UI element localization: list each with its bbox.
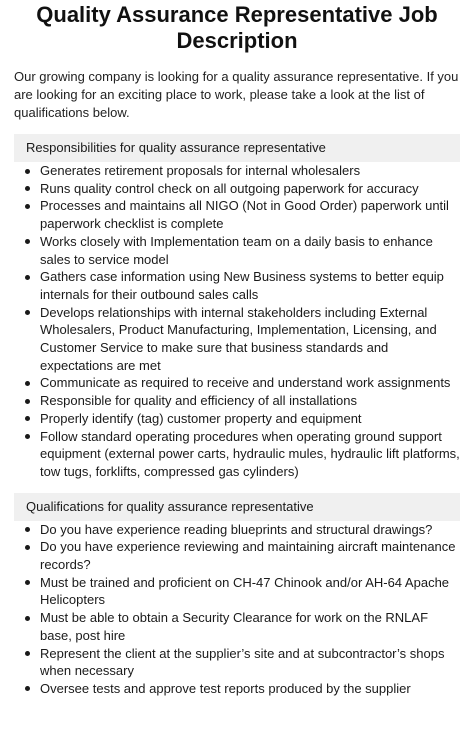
list-item: Runs quality control check on all outgoing paperwork for accuracy — [40, 180, 460, 198]
list-item: Do you have experience reviewing and maintaining aircraft maintenance records? — [40, 538, 460, 573]
qualifications-header: Qualifications for quality assurance representative — [14, 493, 460, 521]
page-title: Quality Assurance Representative Job Description — [36, 2, 438, 53]
list-item: Develops relationships with internal stakeholders including External Wholesalers, Product Manufacturing, Implementation, Licensing, and Customer Service to make sure that business standards and expectations are met — [40, 304, 460, 375]
list-item: Oversee tests and approve test reports produced by the supplier — [40, 680, 460, 698]
list-item: Properly identify (tag) customer property and equipment — [40, 410, 460, 428]
list-item: Follow standard operating procedures when operating ground support equipment (external power carts, hydraulic mules, hydraulic lift platforms, tow tugs, forklifts, compressed gas cylinders) — [40, 428, 460, 479]
list-item: Communicate as required to receive and understand work assignments — [40, 374, 460, 392]
list-item: Must be able to obtain a Security Clearance for work on the RNLAF base, post hire — [40, 609, 460, 644]
responsibilities-list — [14, 162, 460, 481]
list-item: Must be trained and proficient on CH-47 Chinook and/or AH-64 Apache Helicopters — [40, 574, 460, 609]
responsibilities-header: Responsibilities for quality assurance representative — [14, 134, 460, 162]
intro-paragraph: Our growing company is looking for a quality assurance representative. If you are looking for an exciting place to work, please take a look at the list of qualifications below. — [14, 69, 459, 120]
list-item: Works closely with Implementation team on a daily basis to enhance sales to service model — [40, 233, 460, 268]
list-item: Represent the client at the supplier’s site and at subcontractor’s shops when necessary — [40, 645, 460, 680]
list-item: Gathers case information using New Business systems to better equip internals for their outbound sales calls — [40, 268, 460, 303]
list-item: Do you have experience reading blueprints and structural drawings? — [40, 521, 460, 539]
qualifications-list — [14, 521, 460, 698]
list-item: Processes and maintains all NIGO (Not in Good Order) paperwork until paperwork checklist is complete — [40, 197, 460, 232]
list-item: Responsible for quality and efficiency of all installations — [40, 392, 460, 410]
list-item: Generates retirement proposals for internal wholesalers — [40, 162, 460, 180]
